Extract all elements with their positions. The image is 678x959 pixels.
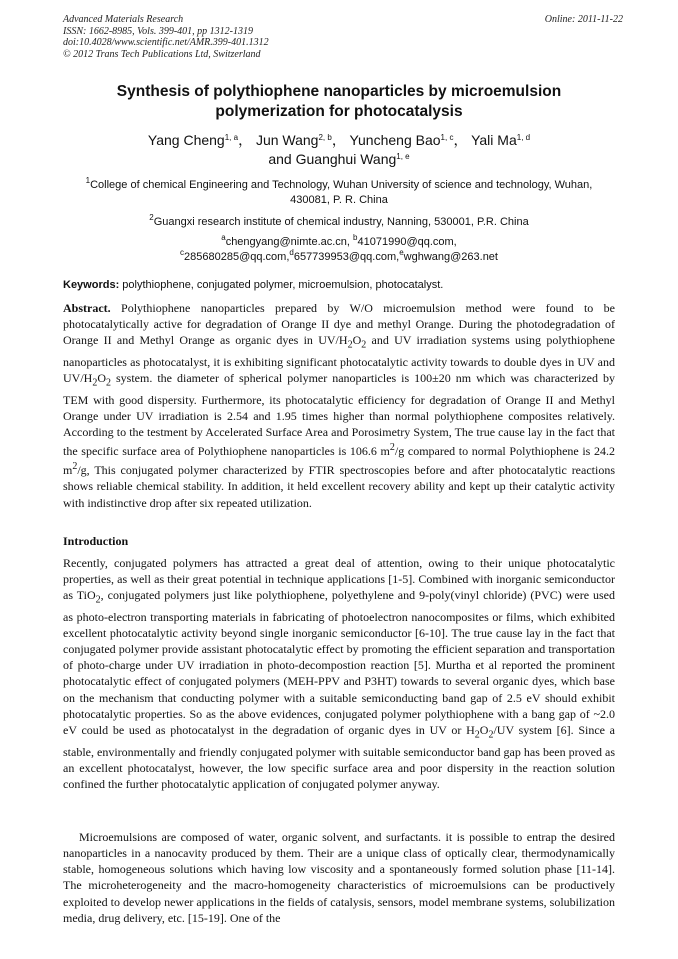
paragraph-text: Recently, conjugated polymers has attracted a great deal of attention, owing to their unique photocatalytic properties, as well as their great potential in technique applications [1-5]. Combined with inorganic semiconductor as TiO — [63, 556, 615, 603]
abstract-text: /g, This conjugated polymer characterized by FTIR spectroscopies before and after photocatalytic reactions shows reliable chemical stability. In addition, it held excellent recovery ability and kept up their catalytic activity with indistinctive drop after six repeated utilization. — [63, 463, 615, 510]
section-heading-introduction: Introduction — [63, 534, 129, 548]
issn-line: ISSN: 1662-8985, Vols. 399-401, pp 1312-1319 — [63, 25, 253, 37]
affiliation-mark: 1 — [85, 176, 91, 185]
subscript: 2 — [92, 377, 98, 389]
author-name: Yuncheng Bao — [349, 132, 441, 148]
abstract-text: /g compared to normal Polythiophene is 24.2 m — [63, 444, 615, 478]
abstract-text: Polythiophene nanoparticles prepared by W/O microemulsion method were found to be photocatalytically active for degradation of Orange II dye and methyl Orange. During the photodegradation of Orange II and Methyl Orange as organic dyes in UV/H — [63, 301, 615, 348]
subscript: 2 — [488, 729, 494, 741]
author-name: Jun Wang — [255, 132, 319, 148]
author-list — [70, 131, 608, 169]
email-address: chengyang@nimte.ac.cn, — [225, 236, 354, 248]
abstract-label: Abstract. — [63, 301, 111, 315]
abstract-text: O — [352, 333, 362, 348]
keywords-label: Keywords: — [63, 279, 120, 291]
email-address: 285680285@qq.com, — [184, 251, 290, 263]
subscript: 2 — [106, 377, 112, 389]
journal-header — [63, 14, 623, 60]
paragraph-text: , conjugated polymers just like polythiophene, polyethylene and 9-poly(vinyl chloride) (PVC) were used as photo-electron transporting materials in fabricating of photoelectron nanocomposites or films, which exhibited excellent photocatalytic activity beyond single inorganic semiconductor [6-10]. The true cause lay in the fact that conjugated polymer provide assistant photocatalytic effect by promoting the efficient separation and transportation of photo-charge under UV irradiation in photo-decompostion reaction [5]. Murtha et al reported the prominent photocatalytic effect of conjugated polymers (MEH-PPV and P3HT) towards to several organic dyes, which base on the mechanism that conducting polymer with a suitable semiconducting band gap of 2.5 eV should exhibit photocatalytic properties. So as the above evidences, conjugated polymer polythiophene with a bang gap of ~2.0 eV could be used as photocatalyst in the degradation of organic dyes in UV or H — [63, 588, 615, 737]
abstract-paragraph — [63, 300, 615, 511]
author-affiliation-mark: 2, b — [318, 133, 332, 142]
abstract-text: system. the diameter of spherical polymer nanoparticles is 100±20 nm which was characterized by TEM with good dispersity. Furthermore, its photocatalytic efficiency for degradation of Orange II and Methyl Orange under UV irradiation is 2.54 and 1.95 times higher than normal polythiophene composites relatively. According to the testment by Accelerated Surface Area and Porosimetry System, The true cause lay in the fact that the specific surface area of Polythiophene nanoparticles is 106.6 m — [63, 371, 615, 459]
author-affiliation-mark: 1, e — [396, 152, 410, 161]
email-mark: a — [221, 233, 226, 242]
author-separator: ， — [238, 132, 253, 148]
affiliation-text: Guangxi research institute of chemical industry, Nanning, 530001, P.R. China — [153, 216, 529, 228]
superscript: 2 — [389, 442, 395, 454]
paragraph-text: O — [479, 722, 489, 737]
subscript: 2 — [95, 594, 101, 606]
online-date: Online: 2011-11-22 — [544, 14, 623, 25]
author-name: and Guanghui Wang — [268, 151, 397, 167]
author-affiliation-mark: 1, d — [516, 133, 531, 142]
author-separator: ， — [331, 132, 346, 148]
affiliation-text: College of chemical Engineering and Technology, Wuhan University of science and technology, Wuhan, 430081, P. R. China — [90, 179, 593, 206]
email-mark: c — [180, 248, 185, 257]
author-name: Yali Ma — [471, 132, 517, 148]
affiliation-2 — [70, 215, 608, 230]
keywords-line — [63, 278, 615, 292]
paper-title: Synthesis of polythiophene nanoparticles by microemulsion polymerization for photocatalysis — [116, 83, 562, 120]
email-address: 41071990@qq.com, — [357, 236, 457, 248]
paragraph-text: /UV system [6]. Since a stable, environmentally and friendly conjugated polymer with suitable semiconductor band gap has been proved as an excellent photocatalyst, however, the low specific surface area and poor dispersity in the reaction solution confined the further photocatalytic application of conjugated polymer anyway. — [63, 722, 616, 791]
journal-name: Advanced Materials Research — [63, 14, 184, 25]
email-address: wghwang@263.net — [403, 251, 498, 263]
author-separator: ， — [453, 132, 468, 148]
subscript: 2 — [474, 729, 480, 741]
abstract-text: and UV irradiation systems using polythiophene nanoparticles as photocatalyst, it is exhibiting significant photocatalytic activity towards to double dyes in UV and UV/H — [63, 333, 615, 386]
copyright-line: © 2012 Trans Tech Publications Ltd, Switzerland — [63, 48, 261, 60]
introduction-paragraph-2: Microemulsions are composed of water, organic solvent, and surfactants. it is possible to entrap the desired nanoparticles in a nanocavity produced by them. Their are a unique class of optically clear, thermodynamically stable, homogeneous solutions which having low viscosity and a spontaneously formed solution phase [11-14]. The microheterogeneity and the macro-homogeneity characteristics of microemulsions can be productively exploited to develop newer applications in the fields of catalysis, sensors, model membrane systems, solubilization media, drug delivery, etc. [15-19]. One of the — [63, 830, 615, 925]
abstract-text: O — [97, 371, 107, 386]
keywords-text: polythiophene, conjugated polymer, microemulsion, photocatalyst. — [119, 279, 444, 291]
email-mark: e — [399, 248, 404, 257]
author-affiliation-mark: 1, a — [224, 133, 239, 142]
superscript: 2 — [72, 461, 78, 473]
doi-line: doi:10.4028/www.scientific.net/AMR.399-401.1312 — [63, 37, 269, 48]
affiliation-mark: 2 — [149, 213, 154, 222]
author-name: Yang Cheng — [147, 132, 225, 148]
introduction-paragraph-1 — [63, 555, 615, 792]
email-mark: b — [353, 233, 358, 242]
subscript: 2 — [361, 339, 367, 351]
affiliation-1 — [70, 178, 608, 208]
email-list — [70, 235, 608, 265]
email-address: 657739953@qq.com, — [293, 251, 400, 263]
subscript: 2 — [347, 339, 353, 351]
author-affiliation-mark: 1, c — [440, 133, 454, 142]
email-mark: d — [289, 248, 294, 257]
